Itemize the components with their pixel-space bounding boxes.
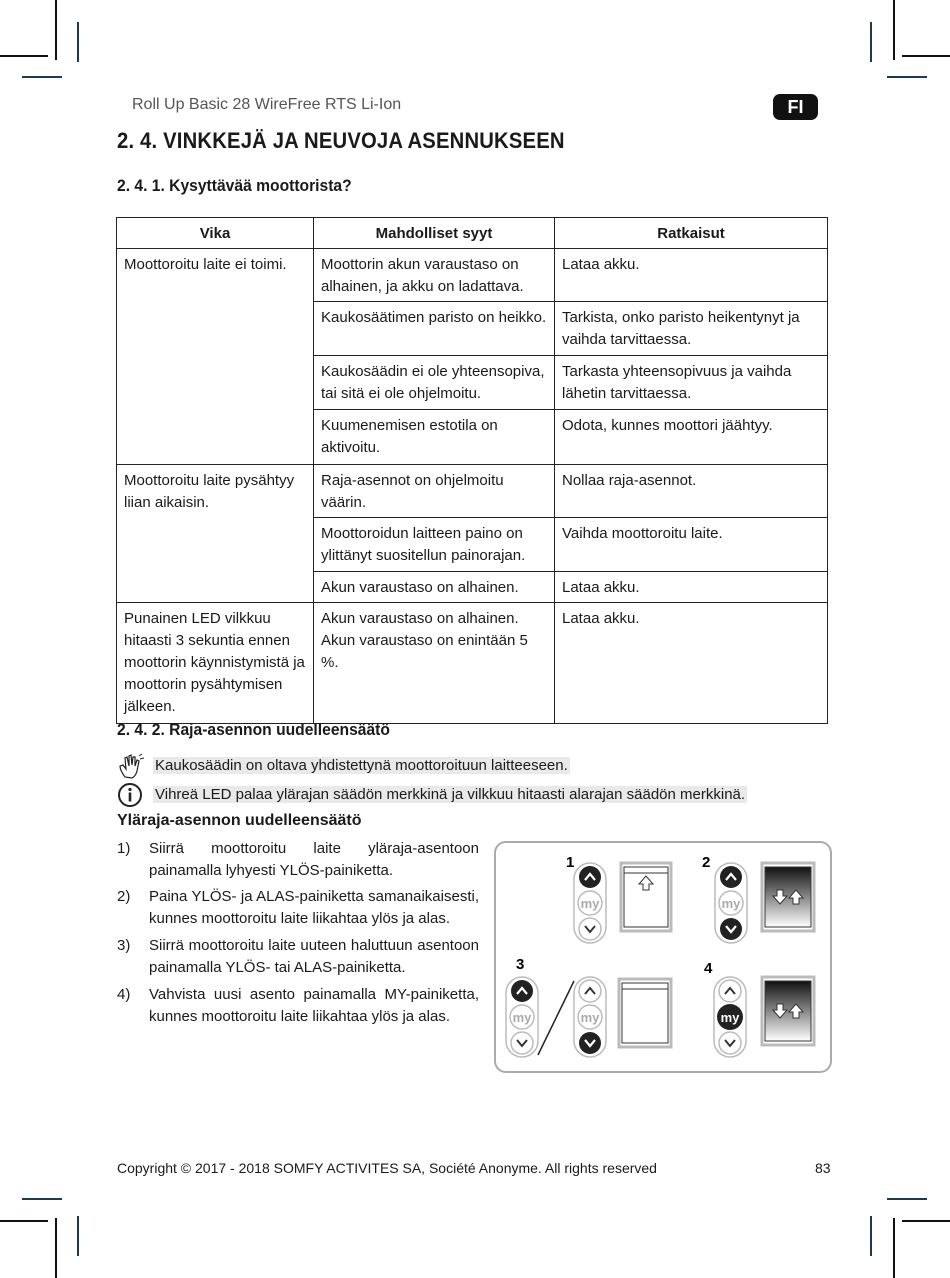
troubleshooting-table <box>116 217 828 724</box>
limit-reset-figure <box>494 841 832 1073</box>
up-button-icon <box>719 980 741 1002</box>
down-button-icon <box>579 918 601 940</box>
cause-cell: Raja-asennot on ohjelmoitu väärin. <box>314 465 555 518</box>
up-button-icon <box>720 866 742 888</box>
problem-cell: Moottoroitu laite ei toimi. <box>117 249 314 465</box>
solution-cell: Vaihda moottoroitu laite. <box>555 518 828 572</box>
my-button-label: my <box>512 1010 532 1025</box>
up-button-icon <box>579 866 601 888</box>
table-row <box>117 603 828 724</box>
table-header-row <box>117 218 828 249</box>
problem-cell: Punainen LED vilkkuu hitaasti 3 sekuntia ennen moottorin käynnistymistä ja moottorin pysähtymisen jälkeen. <box>117 603 314 724</box>
cause-cell: Kaukosäädin ei ole yhteensopiva, tai sitä ei ole ohjelmoitu. <box>314 356 555 410</box>
procedure-title: Yläraja-asennon uudelleensäätö <box>117 812 362 829</box>
table-row <box>117 465 828 518</box>
subsection-title-motor: 2. 4. 1. Kysyttävää moottorista? <box>117 176 352 195</box>
table-row <box>117 249 828 302</box>
cause-cell: Kaukosäätimen paristo on heikko. <box>314 302 555 356</box>
note-remote-paired: Kaukosäädin on oltava yhdistettynä moottoroituun laitteeseen. <box>155 757 568 774</box>
list-item <box>117 838 479 882</box>
solution-cell: Lataa akku. <box>555 572 828 603</box>
step-number: 4) <box>117 986 131 1003</box>
copyright-footer: Copyright © 2017 - 2018 SOMFY ACTIVITES SA, Société Anonyme. All rights reserved <box>117 1160 657 1176</box>
down-button-icon <box>511 1032 533 1054</box>
product-name: Roll Up Basic 28 WireFree RTS Li-Ion <box>132 96 402 113</box>
up-button-icon <box>579 980 601 1002</box>
my-button-label: my <box>580 1010 600 1025</box>
figure-panel-2 <box>702 854 814 943</box>
list-item <box>117 935 479 979</box>
subsection-title-limit-reset: 2. 4. 2. Raja-asennon uudelleensäätö <box>117 720 390 739</box>
panel-number: 4 <box>704 960 713 977</box>
panel-number: 2 <box>702 854 711 871</box>
cause-cell: Akun varaustaso on alhainen. <box>314 572 555 603</box>
down-button-icon <box>720 918 742 940</box>
solution-cell: Tarkista, onko paristo heikentynyt ja vaihda tarvittaessa. <box>555 302 828 356</box>
step-number: 1) <box>117 840 131 857</box>
my-button-label: my <box>720 1010 740 1025</box>
solution-cell: Lataa akku. <box>555 249 828 302</box>
figure-panel-3 <box>506 956 671 1057</box>
figure-panel-4 <box>704 960 814 1057</box>
cause-cell: Kuumenemisen estotila on aktivoitu. <box>314 410 555 465</box>
section-title: 2. 4. VINKKEJÄ JA NEUVOJA ASENNUKSEEN <box>117 128 565 153</box>
solution-cell: Odota, kunnes moottori jäähtyy. <box>555 410 828 465</box>
column-header-cause: Mahdolliset syyt <box>314 218 555 249</box>
step-text: Vahvista uusi asento painamalla MY-painiketta, kunnes moottoroitu laite liikahtaa ylös ja alas. <box>149 986 479 1025</box>
figure-panel-1 <box>566 854 671 943</box>
list-item <box>117 984 479 1028</box>
cause-cell: Moottorin akun varaustaso on alhainen, ja akku on ladattava. <box>314 249 555 302</box>
list-item <box>117 886 479 930</box>
panel-number: 3 <box>516 956 525 973</box>
page-number: 83 <box>815 1160 831 1176</box>
solution-cell: Lataa akku. <box>555 603 828 724</box>
problem-cell: Moottoroitu laite pysähtyy liian aikaisin. <box>117 465 314 603</box>
down-button-icon <box>719 1032 741 1054</box>
cause-cell: Akun varaustaso on alhainen. Akun varaustaso on enintään 5 %. <box>314 603 555 724</box>
solution-cell: Nollaa raja-asennot. <box>555 465 828 518</box>
column-header-problem: Vika <box>117 218 314 249</box>
cause-cell: Moottoroidun laitteen paino on ylittänyt suositellun painorajan. <box>314 518 555 572</box>
my-button-label: my <box>721 896 741 911</box>
language-badge: FI <box>773 94 818 120</box>
panel-number: 1 <box>566 854 575 871</box>
step-text: Siirrä moottoroitu laite yläraja-asentoon painamalla lyhyesti YLÖS-painiketta. <box>149 840 479 879</box>
column-header-solution: Ratkaisut <box>555 218 828 249</box>
or-divider <box>538 981 574 1055</box>
step-text: Siirrä moottoroitu laite uuteen haluttuun asentoon painamalla YLÖS- tai ALAS-painiketta. <box>149 937 479 976</box>
note-led-indicator: Vihreä LED palaa ylärajan säädön merkkinä ja vilkkuu hitaasti alarajan säädön merkkinä. <box>155 786 746 803</box>
step-number: 3) <box>117 937 131 954</box>
my-button-label: my <box>580 896 600 911</box>
solution-cell: Tarkasta yhteensopivuus ja vaihda lähetin tarvittaessa. <box>555 356 828 410</box>
step-text: Paina YLÖS- ja ALAS-painiketta samanaikaisesti, kunnes moottoroitu laite liikahtaa ylös ja alas. <box>149 888 479 927</box>
hand-icon <box>117 753 145 781</box>
up-button-icon <box>511 980 533 1002</box>
info-icon <box>117 782 143 808</box>
down-button-icon <box>579 1032 601 1054</box>
step-number: 2) <box>117 888 131 905</box>
